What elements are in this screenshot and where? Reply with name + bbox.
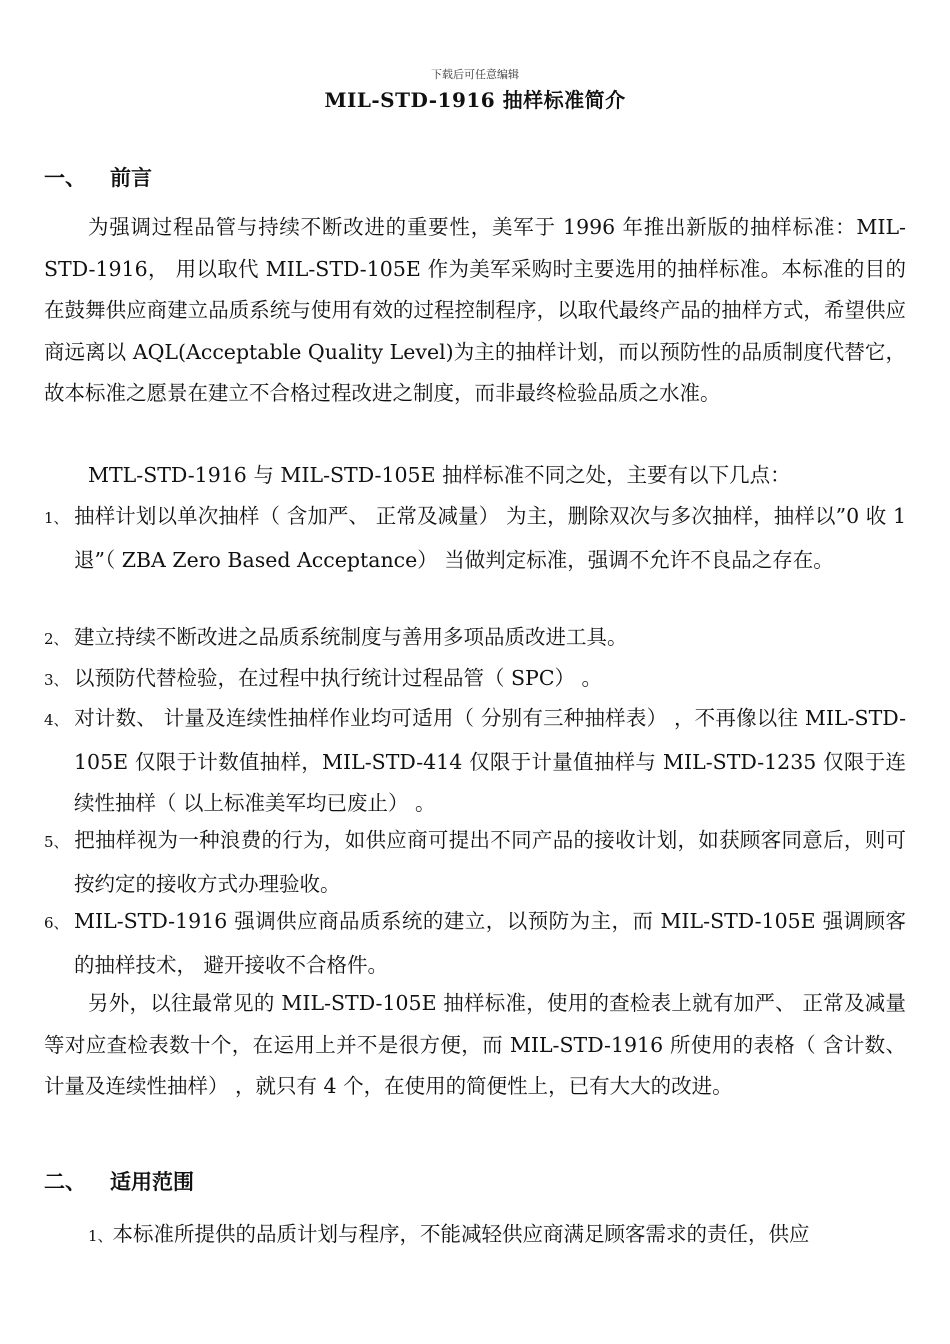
paragraph-comparison: 另外，以往最常见的 MIL-STD-105E 抽样标准，使用的查检表上就有加严、 正常及减量等对应查检表数十个，在运用上并不是很方便，而 MIL-STD-1916 所使用的表格（ 含计数、 计量及连续性抽样） ，就只有 4 个，在使用的简便性上，已有大大的改进。 [44,991,906,1098]
section-number: 二、 [44,1170,86,1194]
list-item [44,820,906,905]
list-item [44,496,906,581]
list-item [44,901,906,986]
list-item [44,617,906,661]
scope-item [44,1214,906,1258]
list-marker: 5、 [44,833,69,851]
list-marker: 1、 [44,509,69,527]
list-marker: 6、 [44,914,69,932]
list-marker: 1、 [88,1227,113,1245]
section-label: 适用范围 [110,1170,194,1194]
list-marker: 3、 [44,671,69,689]
list-item-text: 以预防代替检验，在过程中执行统计过程品管（ SPC） 。 [74,666,603,690]
paragraph-intro: 为强调过程品管与持续不断改进的重要性，美军于 1996 年推出新版的抽样标准：MIL-STD-1916， 用以取代 MIL-STD-105E 作为美军采购时主要选用的抽样标准。本标准的目的在鼓舞供应商建立品质系统与使用有效的过程控制程序，以取代最终产品的抽样方式，希望供应商远离以 AQL(Acceptable Quality Level)为主的抽样计划，而以预防性的品质制度代替它，故本标准之愿景在建立不合格过程改进之制度，而非最终检验品质之水准。 [44,215,906,405]
list-item-text: 对计数、 计量及连续性抽样作业均可适用（ 分别有三种抽样表） ，不再像以往 MIL-STD-105E 仅限于计数值抽样，MIL-STD-414 仅限于计量值抽样与 MIL-STD-1235 仅限于连续性抽样（ 以上标准美军均已废止） 。 [74,706,906,815]
list-item-text: 抽样计划以单次抽样（ 含加严、 正常及减量） 为主，删除双次与多次抽样，抽样以”0 收 1 退”（ ZBA Zero Based Acceptance） 当做判定标准，强调不允许不良品之存在。 [74,504,906,572]
list-item [44,698,906,825]
list-item-text: 把抽样视为一种浪费的行为，如供应商可提出不同产品的接收计划，如获顾客同意后，则可按约定的接收方式办理验收。 [74,828,906,896]
list-marker: 4、 [44,711,69,729]
section-label: 前言 [110,166,152,190]
section-heading-preface [44,162,152,192]
list-item-text: 建立持续不断改进之品质系统制度与善用多项品质改进工具。 [74,625,628,649]
paragraph-differences-lead: MTL-STD-1916 与 MIL-STD-105E 抽样标准不同之处，主要有以下几点： [88,463,791,487]
section-number: 一、 [44,166,86,190]
scope-item-text: 本标准所提供的品质计划与程序，不能减轻供应商满足顾客需求的责任，供应 [112,1222,810,1246]
list-item-text: MIL-STD-1916 强调供应商品质系统的建立，以预防为主，而 MIL-STD-105E 强调顾客的抽样技术， 避开接收不合格件。 [74,909,906,977]
document-title: MIL-STD-1916 抽样标准简介 [324,88,626,112]
list-marker: 2、 [44,630,69,648]
list-item [44,658,906,702]
section-heading-scope [44,1166,194,1196]
header-note: 下载后可任意编辑 [431,68,519,81]
